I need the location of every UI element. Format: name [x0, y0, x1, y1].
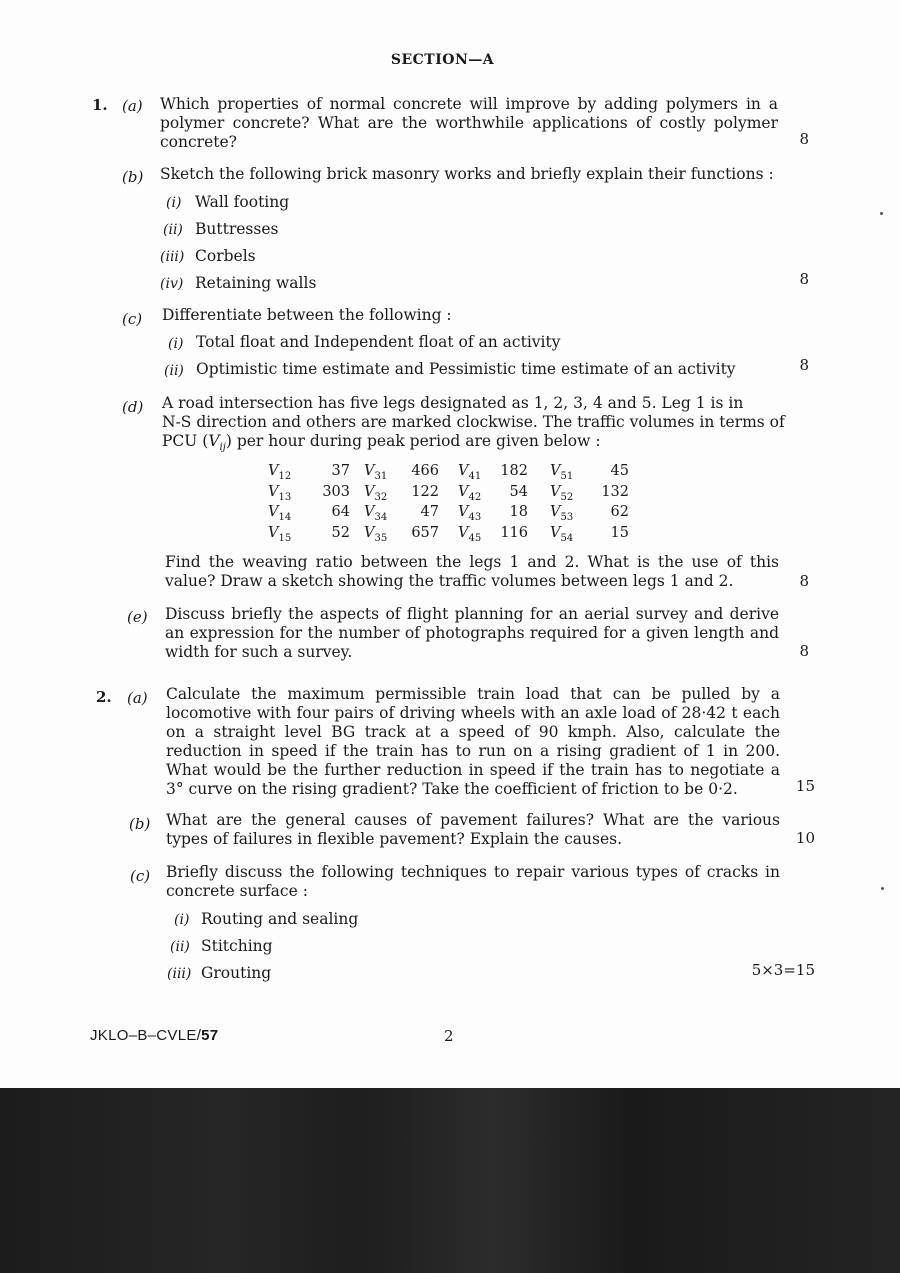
volume-value: 116 [500, 524, 528, 541]
q1b-item-text: Retaining walls [195, 274, 317, 292]
q2c-label: (c) [130, 867, 151, 885]
volume-value: 182 [500, 463, 528, 479]
q1c-item-label: (i) [168, 336, 184, 352]
q1b-label: (b) [122, 168, 144, 186]
paper-code: JKLO–B–CVLE/57 [90, 1027, 219, 1044]
q2b-text: What are the general causes of pavement failures? What are the various types of failures in flexible pavement? Explain the causes. [166, 811, 780, 848]
q1d-line-3: PCU $(V_{ij})$ per hour during peak period are given below : [162, 432, 601, 454]
q1b-item-label: (iv) [160, 276, 184, 292]
volume-label: $V_{32}$ [364, 483, 388, 503]
q2a-text: Calculate the maximum permissible train load that can be pulled by a locomotive with four pairs of driving wheels with an axle load of 28·42 t each on a straight level BG track at a speed of 90 kmph. Also, calculate the reduction in speed if the train has to run on a rising gradient of 1 in 200. What would be the further reduction in speed if the train has to negotiate a 3° curve on the rising gradient? Take the coefficient of friction to be 0·2. [166, 685, 780, 798]
volume-label: $V_{41}$ [458, 463, 482, 482]
volume-value: 122 [411, 483, 439, 500]
volume-value: 52 [331, 524, 350, 541]
volume-label: $V_{31}$ [364, 463, 388, 482]
volume-value: 47 [420, 504, 439, 520]
q1c-text: Differentiate between the following : [162, 306, 452, 324]
q2b-marks: 10 [795, 829, 815, 847]
q2c-item-label: (iii) [167, 966, 192, 982]
q2b-label: (b) [129, 815, 151, 833]
q2a-label: (a) [127, 689, 148, 707]
q1d-label: (d) [122, 398, 144, 416]
q1b-item-text: Buttresses [195, 220, 279, 238]
volume-value: 132 [601, 483, 629, 500]
volume-value: 466 [411, 463, 439, 479]
q1e-marks: 8 [799, 642, 809, 660]
volume-label: $V_{15}$ [268, 524, 292, 544]
q2c-item-text: Stitching [201, 937, 273, 955]
q1b-item-text: Corbels [195, 247, 256, 265]
q1c-item-label: (ii) [164, 363, 184, 379]
volume-label: $V_{13}$ [268, 483, 292, 503]
volume-value: 62 [610, 504, 629, 520]
volume-label: $V_{51}$ [550, 463, 574, 482]
volume-value: 303 [322, 483, 350, 500]
volume-label: $V_{12}$ [268, 463, 292, 482]
volume-label: $V_{43}$ [458, 504, 482, 523]
q1c-item-text: Optimistic time estimate and Pessimistic time estimate of an activity [196, 360, 736, 378]
question-1-number: 1. [92, 96, 108, 114]
q2a-marks: 15 [795, 777, 815, 795]
q1e-label: (e) [127, 608, 148, 626]
q1b-item-text: Wall footing [195, 193, 290, 211]
volume-value: 18 [509, 504, 528, 520]
q1b-text: Sketch the following brick masonry works and briefly explain their functions : [160, 165, 774, 183]
q1c-marks: 8 [799, 356, 809, 374]
volume-label: $V_{35}$ [364, 524, 388, 544]
volume-value: 37 [331, 463, 350, 479]
q1b-item-label: (i) [166, 195, 182, 211]
volume-label: $V_{34}$ [364, 504, 388, 523]
q1a-marks: 8 [799, 130, 809, 148]
q2c-item-text: Routing and sealing [201, 910, 359, 928]
q1e-text: Discuss briefly the aspects of flight planning for an aerial survey and derive an expression for the number of photographs required for a given length and width for such a survey. [165, 605, 779, 661]
volume-value: 657 [411, 524, 439, 541]
volume-label: $V_{52}$ [550, 483, 574, 503]
volume-value: 54 [509, 483, 528, 500]
q2c-text: Briefly discuss the following techniques to repair various types of cracks in concrete surface : [166, 863, 780, 900]
volume-label: $V_{53}$ [550, 504, 574, 523]
q1b-item-label: (iii) [160, 249, 185, 265]
q2c-item-text: Grouting [201, 964, 272, 982]
q1d-line-1: A road intersection has five legs designated as 1, 2, 3, 4 and 5. Leg 1 is in [162, 394, 744, 412]
scanner-background [0, 1088, 900, 1273]
volume-label: $V_{42}$ [458, 483, 482, 503]
volume-value: 45 [610, 463, 629, 479]
volume-label: $V_{14}$ [268, 504, 292, 523]
q1c-item-text: Total float and Independent float of an activity [196, 333, 561, 351]
q1a-text: Which properties of normal concrete will improve by adding polymers in a polymer concrete? What are the worthwhile applications of costly polymer concrete? [160, 95, 778, 151]
volume-value: 64 [331, 504, 350, 520]
volume-label: $V_{45}$ [458, 524, 482, 544]
section-heading: SECTION—A [390, 52, 495, 68]
scan-speck [881, 887, 884, 890]
page-number: 2 [444, 1027, 454, 1045]
q1a-label: (a) [122, 97, 143, 115]
volume-label: $V_{54}$ [550, 524, 574, 544]
q1d-marks: 8 [799, 572, 809, 590]
q1c-label: (c) [122, 310, 143, 328]
q2c-item-label: (ii) [170, 939, 190, 955]
q2c-item-label: (i) [174, 912, 190, 928]
q1b-item-label: (ii) [163, 222, 183, 238]
q1d-after-text: Find the weaving ratio between the legs 1 and 2. What is the use of this value? Draw a sketch showing the traffic volumes between legs 1 and 2. [165, 553, 779, 590]
volume-value: 15 [610, 524, 629, 541]
q1b-marks: 8 [799, 270, 809, 288]
q2c-marks: 5×3=15 [751, 961, 815, 979]
q1d-line-2: N-S direction and others are marked clockwise. The traffic volumes in terms of [162, 413, 785, 431]
question-2-number: 2. [96, 688, 112, 706]
scan-speck [880, 212, 883, 215]
